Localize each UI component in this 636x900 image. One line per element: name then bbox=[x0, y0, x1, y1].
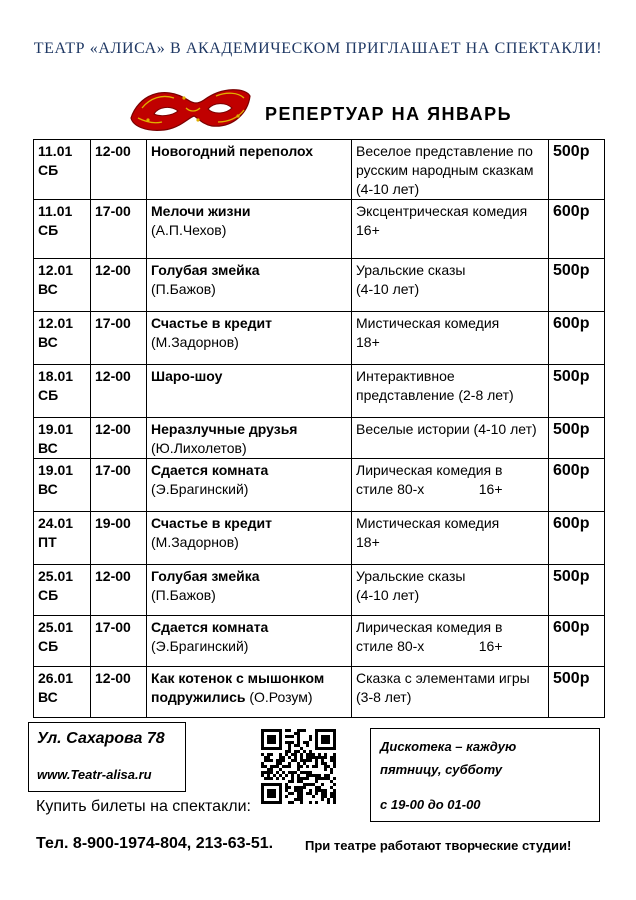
genre-line: русским народным сказкам bbox=[356, 162, 534, 178]
schedule-row bbox=[34, 365, 605, 418]
show-time: 12-00 bbox=[91, 418, 147, 459]
show-author: (А.П.Чехов) bbox=[151, 222, 227, 238]
show-title: Сдается комната bbox=[151, 619, 269, 635]
genre-cell bbox=[352, 565, 549, 616]
title-cell bbox=[147, 565, 352, 616]
schedule-row bbox=[34, 459, 605, 512]
disco-hours: с 19-00 до 01-00 bbox=[380, 797, 481, 812]
genre-cell bbox=[352, 512, 549, 565]
schedule-row bbox=[34, 140, 605, 200]
genre-line: представление (2-8 лет) bbox=[356, 387, 514, 403]
date-cell bbox=[34, 140, 91, 200]
genre-line: Сказка с элементами игры bbox=[356, 670, 530, 686]
show-title: Счастье в кредит bbox=[151, 515, 272, 531]
genre-line: (3-8 лет) bbox=[356, 689, 412, 705]
show-title: Сдается комната bbox=[151, 462, 269, 478]
genre-cell bbox=[352, 312, 549, 365]
genre-line: (4-10 лет) bbox=[356, 587, 420, 603]
show-author: (П.Бажов) bbox=[151, 281, 216, 297]
show-date: 11.01 bbox=[38, 143, 73, 159]
buy-tickets-label: Купить билеты на спектакли: bbox=[36, 798, 251, 815]
show-weekday: ВС bbox=[38, 334, 58, 350]
website-link[interactable]: www.Teatr-alisa.ru bbox=[37, 767, 152, 782]
title-cell bbox=[147, 259, 352, 312]
disco-info-box bbox=[370, 728, 600, 822]
genre-cell bbox=[352, 140, 549, 200]
show-title: Шаро-шоу bbox=[151, 368, 223, 384]
carnival-mask-icon bbox=[128, 78, 253, 133]
schedule-row bbox=[34, 312, 605, 365]
genre-line: Лирическая комедия в bbox=[356, 462, 503, 478]
date-cell bbox=[34, 365, 91, 418]
schedule-row bbox=[34, 565, 605, 616]
show-time: 12-00 bbox=[91, 565, 147, 616]
show-author: (О.Розум) bbox=[249, 689, 313, 705]
ticket-price: 600р bbox=[549, 312, 605, 365]
phone-numbers: Тел. 8-900-1974-804, 213-63-51. bbox=[36, 835, 274, 852]
show-title: Новогодний переполох bbox=[151, 143, 314, 159]
title-cell bbox=[147, 667, 352, 718]
show-date: 12.01 bbox=[38, 315, 74, 331]
show-date: 19.01 bbox=[38, 462, 74, 478]
ticket-price: 600р bbox=[549, 459, 605, 512]
genre-line: (4-10 лет) bbox=[356, 181, 420, 197]
show-weekday: СБ bbox=[38, 387, 59, 403]
schedule-row bbox=[34, 512, 605, 565]
date-cell bbox=[34, 459, 91, 512]
show-weekday: СБ bbox=[38, 162, 59, 178]
poster-headline: ТЕАТР «АЛИСА» В АКАДЕМИЧЕСКОМ ПРИГЛАШАЕТ НА СПЕКТАКЛИ! bbox=[33, 40, 603, 57]
street-address: Ул. Сахарова 78 bbox=[37, 730, 165, 747]
genre-cell bbox=[352, 459, 549, 512]
genre-line: Веселые истории (4-10 лет) bbox=[356, 421, 537, 437]
date-cell bbox=[34, 418, 91, 459]
disco-line-1: Дискотека – каждую bbox=[380, 739, 517, 754]
show-title: Голубая змейка bbox=[151, 568, 260, 584]
genre-line: (4-10 лет) bbox=[356, 281, 420, 297]
show-time: 12-00 bbox=[91, 667, 147, 718]
show-time: 19-00 bbox=[91, 512, 147, 565]
show-title: Голубая змейка bbox=[151, 262, 260, 278]
show-time: 17-00 bbox=[91, 312, 147, 365]
schedule-row bbox=[34, 259, 605, 312]
date-cell bbox=[34, 259, 91, 312]
qr-code-icon bbox=[261, 729, 336, 804]
show-time: 17-00 bbox=[91, 459, 147, 512]
genre-cell bbox=[352, 200, 549, 259]
genre-line: Уральские сказы bbox=[356, 568, 466, 584]
ticket-price: 500р bbox=[549, 140, 605, 200]
title-cell bbox=[147, 140, 352, 200]
title-cell bbox=[147, 418, 352, 459]
title-cell bbox=[147, 512, 352, 565]
ticket-price: 600р bbox=[549, 512, 605, 565]
genre-line: стиле 80-х 16+ bbox=[356, 638, 503, 654]
schedule-row bbox=[34, 200, 605, 259]
title-cell bbox=[147, 365, 352, 418]
show-weekday: СБ bbox=[38, 638, 59, 654]
show-time: 12-00 bbox=[91, 140, 147, 200]
show-time: 17-00 bbox=[91, 616, 147, 667]
genre-line: 18+ bbox=[356, 334, 380, 350]
title-cell bbox=[147, 312, 352, 365]
ticket-price: 500р bbox=[549, 667, 605, 718]
date-cell bbox=[34, 200, 91, 259]
ticket-price: 500р bbox=[549, 418, 605, 459]
genre-line: Мистическая комедия bbox=[356, 315, 500, 331]
genre-line: Интерактивное bbox=[356, 368, 455, 384]
repertoire-table bbox=[33, 139, 605, 718]
date-cell bbox=[34, 565, 91, 616]
repertoire-title: РЕПЕРТУАР НА ЯНВАРЬ bbox=[265, 104, 513, 124]
date-cell bbox=[34, 312, 91, 365]
show-weekday: СБ bbox=[38, 222, 59, 238]
genre-line: Мистическая комедия bbox=[356, 515, 500, 531]
show-date: 24.01 bbox=[38, 515, 74, 531]
address-box bbox=[28, 722, 186, 792]
genre-cell bbox=[352, 418, 549, 459]
genre-cell bbox=[352, 616, 549, 667]
genre-cell bbox=[352, 667, 549, 718]
show-date: 12.01 bbox=[38, 262, 74, 278]
show-weekday: ПТ bbox=[38, 534, 57, 550]
show-author: (Ю.Лихолетов) bbox=[151, 440, 247, 456]
date-cell bbox=[34, 616, 91, 667]
ticket-price: 600р bbox=[549, 200, 605, 259]
show-date: 18.01 bbox=[38, 368, 74, 384]
show-time: 17-00 bbox=[91, 200, 147, 259]
show-title: Счастье в кредит bbox=[151, 315, 272, 331]
show-date: 25.01 bbox=[38, 568, 74, 584]
show-weekday: ВС bbox=[38, 281, 58, 297]
genre-line: Веселое представление по bbox=[356, 143, 533, 159]
schedule-row bbox=[34, 667, 605, 718]
genre-cell bbox=[352, 365, 549, 418]
show-date: 11.01 bbox=[38, 203, 73, 219]
show-title: Как котенок с мышонком подружились bbox=[151, 670, 325, 705]
genre-line: Уральские сказы bbox=[356, 262, 466, 278]
schedule-row bbox=[34, 418, 605, 459]
show-time: 12-00 bbox=[91, 365, 147, 418]
genre-line: 16+ bbox=[356, 222, 380, 238]
show-author: (П.Бажов) bbox=[151, 587, 216, 603]
title-cell bbox=[147, 459, 352, 512]
genre-line: Лирическая комедия в bbox=[356, 619, 503, 635]
title-cell bbox=[147, 200, 352, 259]
show-weekday: ВС bbox=[38, 481, 58, 497]
show-title: Мелочи жизни bbox=[151, 203, 251, 219]
show-author: (М.Задорнов) bbox=[151, 334, 239, 350]
show-time: 12-00 bbox=[91, 259, 147, 312]
ticket-price: 500р bbox=[549, 259, 605, 312]
ticket-price: 500р bbox=[549, 365, 605, 418]
genre-line: стиле 80-х 16+ bbox=[356, 481, 503, 497]
disco-line-2: пятницу, субботу bbox=[380, 762, 503, 777]
show-author: (М.Задорнов) bbox=[151, 534, 239, 550]
ticket-price: 500р bbox=[549, 565, 605, 616]
genre-cell bbox=[352, 259, 549, 312]
schedule-row bbox=[34, 616, 605, 667]
show-title: Неразлучные друзья bbox=[151, 421, 298, 437]
show-author: (Э.Брагинский) bbox=[151, 638, 249, 654]
date-cell bbox=[34, 667, 91, 718]
date-cell bbox=[34, 512, 91, 565]
show-date: 25.01 bbox=[38, 619, 74, 635]
show-weekday: ВС bbox=[38, 440, 58, 456]
genre-line: 18+ bbox=[356, 534, 380, 550]
title-cell bbox=[147, 616, 352, 667]
genre-line: Эксцентрическая комедия bbox=[356, 203, 528, 219]
show-weekday: ВС bbox=[38, 689, 58, 705]
show-date: 19.01 bbox=[38, 421, 74, 437]
studios-note: При театре работают творческие студии! bbox=[305, 838, 572, 853]
show-author: (Э.Брагинский) bbox=[151, 481, 249, 497]
ticket-price: 600р bbox=[549, 616, 605, 667]
show-weekday: СБ bbox=[38, 587, 59, 603]
show-date: 26.01 bbox=[38, 670, 74, 686]
